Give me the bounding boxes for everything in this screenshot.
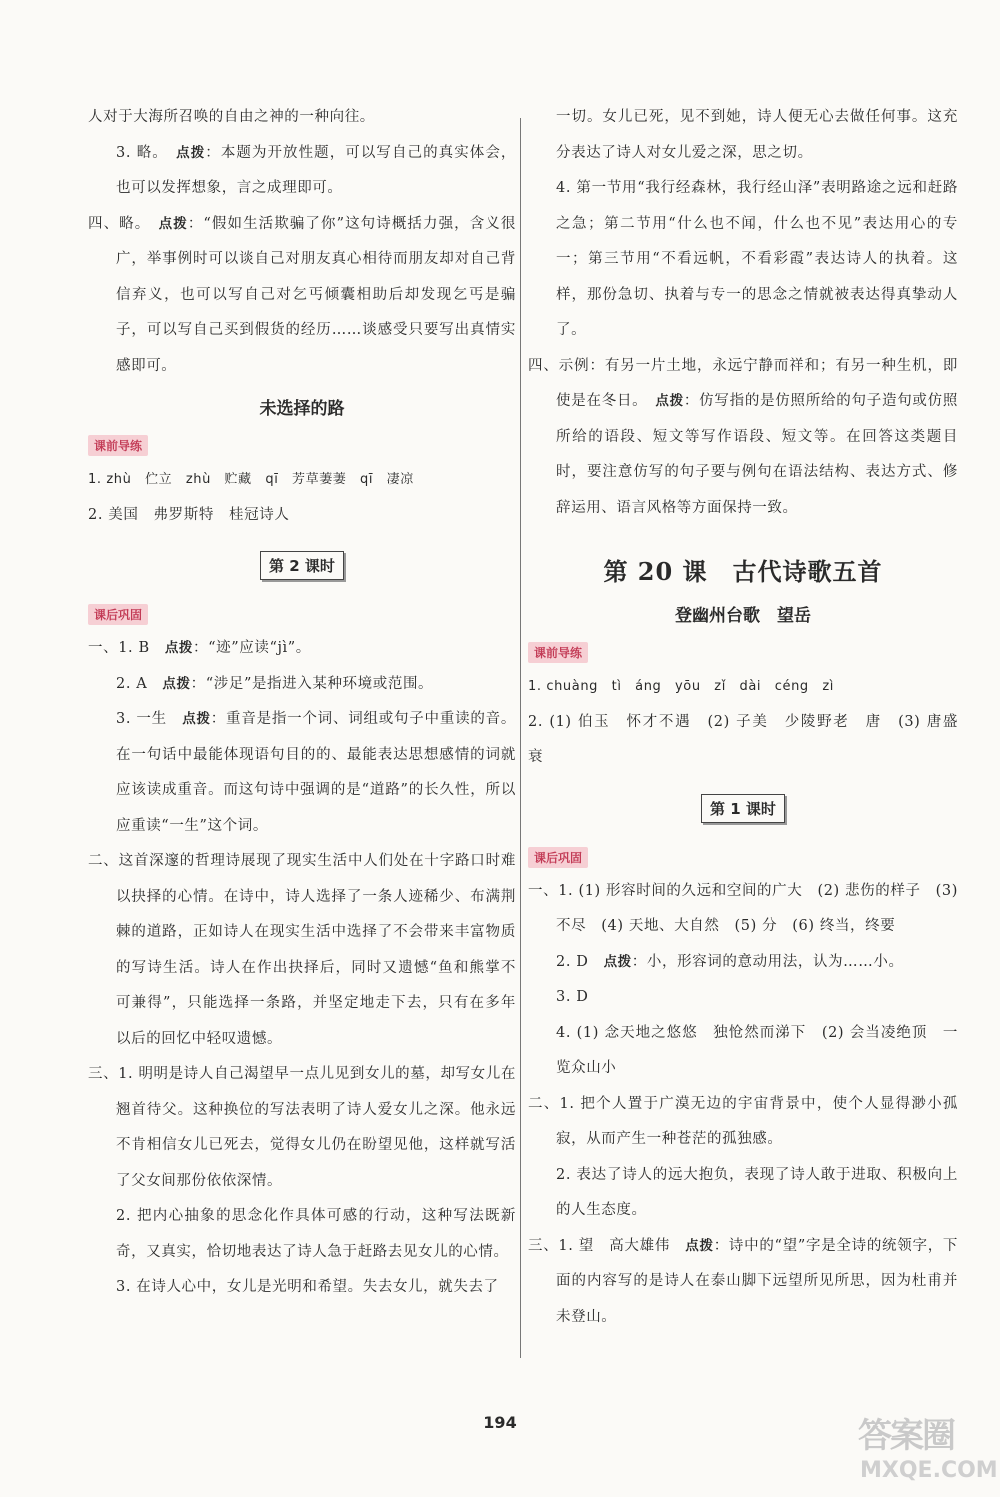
watermark-logo	[858, 1408, 998, 1490]
watermark-text: 答案圈	[858, 1416, 954, 1456]
watermark-url: MXQE.COM	[860, 1458, 998, 1483]
right-column	[528, 100, 974, 1335]
hint-text: ：仿写指的是仿照所给的句子造句或仿照所给的语段、短文等写作语段、短文等。在回答这类题目时，要注意仿写的句子要与例句在语法结构、表达方式、修辞运用、语言风格等方面保持一致。	[556, 393, 958, 516]
answer-item: 3. D	[556, 989, 589, 1005]
hint-text: ：小，形容词的意动用法，认为……小。	[631, 953, 904, 970]
answer-item: 二、这首深邃的哲理诗展现了现实生活中人们处在十字路口时难以抉择的心情。在诗中，诗人选择了一条人迹稀少、布满荆棘的道路，正如诗人在现实生活中选择了不会带来丰富物质的写诗生活。诗人在作出抉择后，同时又遗憾“鱼和熊掌不可兼得”，只能选择一条路，并坚定地走下去，只有在多年以后的回忆中轻叹遗憾。	[88, 853, 516, 1047]
answer-item	[88, 207, 516, 385]
pinyin-answer: 1. zhù 伫立 zhù 贮藏 qī 芳草萋萋 qī 凄凉	[88, 472, 414, 487]
item-number: 2. D	[556, 953, 604, 970]
answer-item: 3. 在诗人心中，女儿是光明和希望。失去女儿，就失去了	[116, 1279, 499, 1295]
hint-text: ：诗中的“望”字是全诗的统领字，下面的内容写的是诗人在泰山脚下远望所见所思，因为杜甫并未登山。	[556, 1237, 959, 1325]
item-number: 3. 略。	[116, 144, 161, 161]
answer-paragraph: 一切。女儿已死，见不到她，诗人便无心去做任何事。这充分表达了诗人对女儿爱之深，思之切。	[556, 109, 958, 161]
answer-item: 2. 美国 弗罗斯特 桂冠诗人	[88, 506, 290, 523]
item-number: 2. A	[116, 675, 163, 692]
answer-item: 2. 把内心抽象的思念化作具体可感的行动，这种写法既新奇，又真实，恰切地表达了诗人急于赶路去见女儿的心情。	[116, 1208, 516, 1260]
answer-item	[528, 945, 958, 981]
item-number: 三、1. 望 高大雄伟	[528, 1237, 686, 1254]
section-tag: 课前导练	[528, 642, 588, 663]
answer-item: 4. (1) 念天地之悠悠 独怆然而涕下 (2) 会当凌绝顶 一览众山小	[556, 1024, 958, 1076]
answer-item: 2. 表达了诗人的远大抱负，表现了诗人敢于进取、积极向上的人生态度。	[556, 1166, 958, 1218]
item-number: 四、示例：有另一片土地，永远宁静而祥和；有另一种生机，即使是在冬日。	[528, 357, 958, 409]
left-column	[88, 100, 516, 1306]
answer-item	[88, 702, 516, 844]
lesson-period-badge: 第 1 课时	[701, 794, 785, 823]
answer-item: 2. (1) 伯玉 怀才不遇 (2) 子美 少陵野老 唐 (3) 唐盛 衰	[528, 713, 974, 765]
hint-text: ：重音是指一个词、词组或句子中重读的音。在一句话中最能体现语句目的的、最能表达思想感情的词就应该读成重音。而这句诗中强调的是“道路”的长久性，所以应重读“一生”这个词。	[116, 711, 517, 834]
column-divider	[520, 118, 521, 1358]
item-number: 3. 一生	[116, 711, 183, 727]
hint-label: 点拨	[162, 675, 191, 692]
section-title: 未选择的路	[259, 399, 345, 419]
poem-titles: 登幽州台歌 望岳	[675, 606, 811, 626]
lesson-period-wrap	[88, 551, 516, 580]
item-number: 四、略。	[88, 215, 144, 232]
lesson-period-badge: 第 2 课时	[260, 551, 344, 580]
hint-label: 点拨	[655, 393, 684, 409]
item-number: 一、1. B	[88, 640, 165, 656]
answer-item: 4. 第一节用“我行经森林，我行经山泽”表明路途之远和赶路之急；第二节用“什么也不闻，什么也不见”表达用心的专一；第三节用“不看远帆，不看彩霞”表达诗人的执着。这样，那份急切、执着与专一的思念之情就被表达得真挚动人了。	[556, 180, 958, 338]
answer-item	[88, 631, 516, 667]
pinyin-answer: 1. chuàng tì áng yōu zǐ dài céng zì	[528, 679, 835, 694]
hint-label: 点拨	[164, 640, 194, 656]
hint-label: 点拨	[603, 953, 632, 970]
answer-item: 二、1. 把个人置于广漠无边的宇宙背景中，使个人显得渺小孤寂，从而产生一种苍茫的孤独感。	[528, 1095, 958, 1147]
hint-text: ：“涉足”是指进入某种环境或范围。	[190, 675, 434, 692]
answer-paragraph: 人对于大海所召唤的自由之神的一种向往。	[88, 109, 375, 125]
section-tag: 课前导练	[88, 435, 148, 456]
hint-label: 点拨	[158, 215, 188, 232]
answer-item	[88, 667, 516, 703]
hint-text: ：本题为开放性题，可以写自己的真实体会，也可以发挥想象，言之成理即可。	[116, 144, 516, 196]
answer-item	[88, 136, 516, 207]
answer-item	[528, 1229, 958, 1336]
section-tag: 课后巩固	[88, 604, 148, 625]
answer-item: 三、1. 明明是诗人自己渴望早一点儿见到女儿的墓，却写女儿在翘首待父。这种换位的写法表明了诗人爱女儿之深。他永远不肯相信女儿已死去，觉得女儿仍在盼望见他，这样就写活了父女间那份依依深情。	[88, 1066, 516, 1189]
lesson-title: 第 20 课 古代诗歌五首	[603, 557, 883, 586]
hint-text: ：“假如生活欺骗了你”这句诗概括力强，含义很广，举事例时可以谈自己对朋友真心相待而朋友却对自己背信弃义，也可以写自己对乞丐倾囊相助后却发现乞丐是骗子，可以写自己买到假货的经历……谈感受只要写出真情实感即可。	[116, 215, 516, 374]
hint-label: 点拨	[685, 1237, 714, 1254]
hint-label: 点拨	[176, 144, 206, 161]
page-number: 194	[483, 1413, 517, 1432]
hint-label: 点拨	[182, 711, 211, 727]
answer-item	[528, 349, 958, 527]
section-tag: 课后巩固	[528, 847, 588, 868]
hint-text: ：“迹”应读“jì”。	[193, 640, 311, 656]
answer-item: 一、1. (1) 形容时间的久远和空间的广大 (2) 悲伤的样子 (3) 不尽 (4) 天地、大自然 (5) 分 (6) 终当，终要	[528, 882, 964, 934]
lesson-period-wrap	[528, 794, 958, 823]
